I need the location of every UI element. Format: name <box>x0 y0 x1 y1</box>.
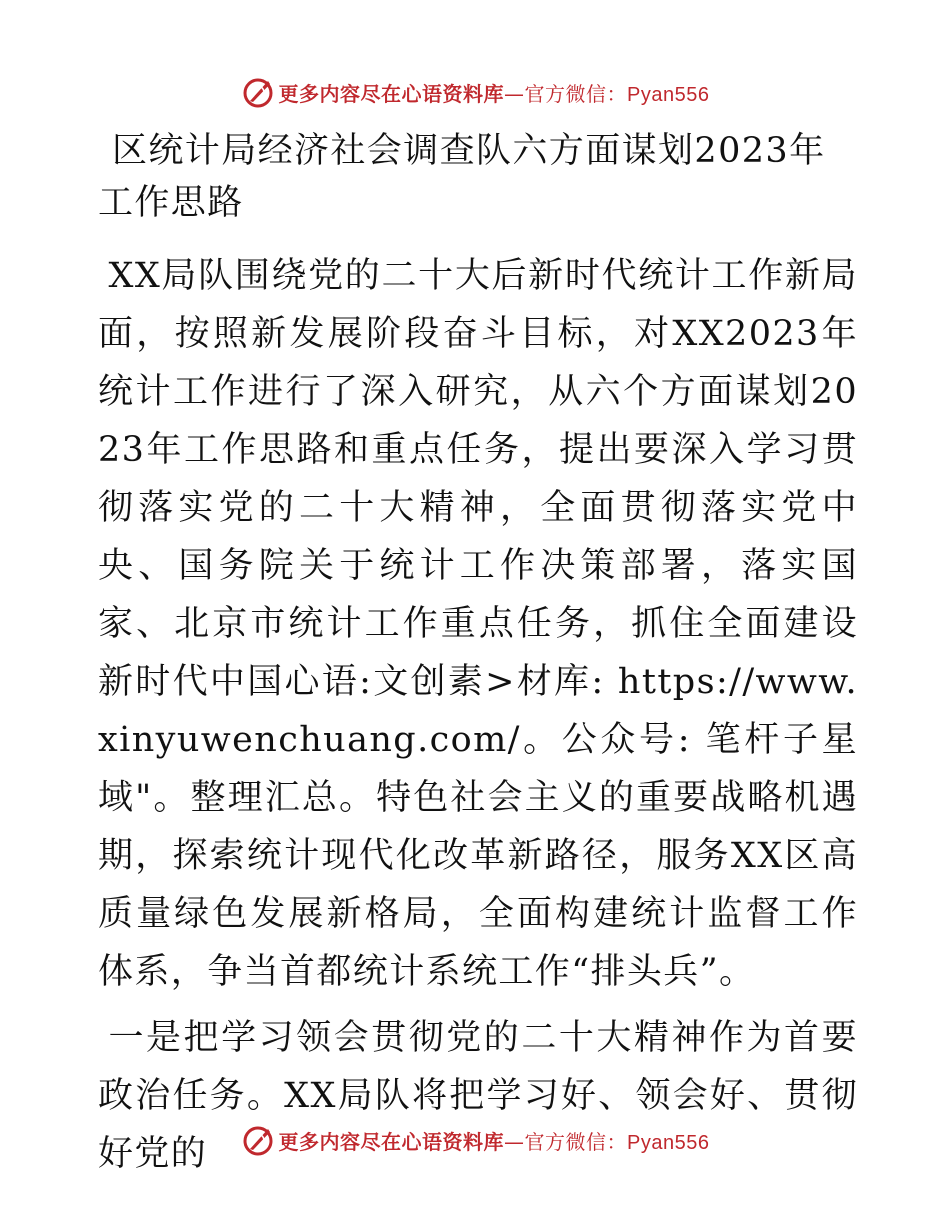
watermark-dash: — <box>504 81 525 106</box>
watermark-wechat-id: Pyan556 <box>627 83 710 106</box>
quill-pen-logo-icon <box>241 1123 275 1157</box>
watermark-wechat-label: 官方微信： <box>524 81 628 106</box>
watermark-cn: 更多内容尽在心语资料库 <box>278 1129 505 1154</box>
paragraph-1: XX局队围绕党的二十大后新时代统计工作新局面，按照新发展阶段奋斗目标，对XX2023年统计工作进行了深入研究，从六个方面谋划2023年工作思路和重点任务，提出要深入学习贯彻落实党的二十大精神，全面贯彻落实党中央、国务院关于统计工作决策部署，落实国家、北京市统计工作重点任务，抓住全面建设新时代中国心语:文创素>材库: https://www.xinyuwenchuang.com/。公众号: 笔杆子星域"。整理汇总。特色社会主义的重要战略机遇期，探索统计现代化改革新路径，服务XX区高质量绿色发展新格局，全面构建统计监督工作体系，争当首都统计系统工作“排头兵”。 <box>98 256 858 992</box>
watermark-wechat-id: Pyan556 <box>627 1131 710 1154</box>
watermark-cn: 更多内容尽在心语资料库 <box>278 81 505 106</box>
paragraph-2: 一是把学习领会贯彻党的二十大精神作为首要政治任务。XX局队将把学习好、领会好、贯彻好党的 <box>98 1018 858 1174</box>
document-body <box>98 125 858 1191</box>
watermark-banner-top <box>0 72 950 112</box>
quill-pen-logo-icon <box>241 75 275 109</box>
watermark-text <box>279 78 710 107</box>
watermark-text <box>279 1126 710 1155</box>
watermark-banner-bottom <box>0 1120 950 1160</box>
watermark-dash: — <box>504 1129 525 1154</box>
watermark-wechat-label: 官方微信： <box>524 1129 628 1154</box>
document-title: 区统计局经济社会调查队六方面谋划2023年工作思路 <box>98 131 826 223</box>
